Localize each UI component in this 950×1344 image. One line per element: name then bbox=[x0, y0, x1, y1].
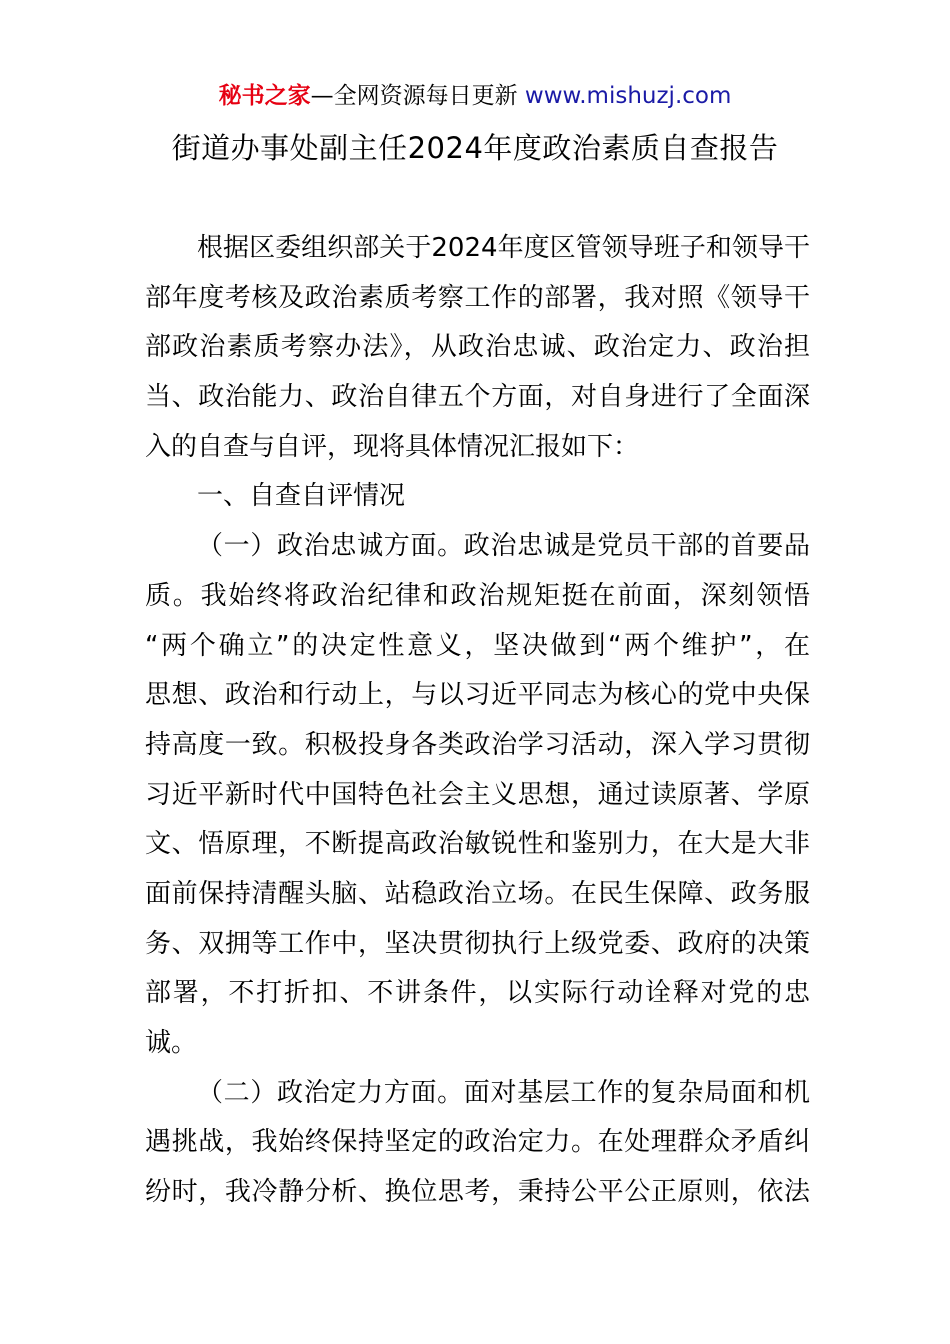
banner-tagline: —全网资源每日更新 bbox=[310, 83, 525, 109]
text-line: 思想、政治和行动上，与以习近平同志为核心的党中央保 bbox=[145, 680, 810, 711]
text-line: 遇挑战，我始终保持坚定的政治定力。在处理群众矛盾纠 bbox=[145, 1127, 810, 1158]
text-line: 务、双拥等工作中，坚决贯彻执行上级党委、政府的决策 bbox=[145, 928, 810, 959]
text-line: 部年度考核及政治素质考察工作的部署，我对照《领导干 bbox=[145, 282, 810, 313]
text-line: 入的自查与自评，现将具体情况汇报如下： bbox=[145, 431, 640, 462]
text-line: 根据区委组织部关于2024年度区管领导班子和领导干 bbox=[197, 233, 810, 263]
text-line: 文、悟原理，不断提高政治敏锐性和鉴别力，在大是大非 bbox=[145, 829, 810, 860]
text-line: 面前保持清醒头脑、站稳政治立场。在民生保障、政务服 bbox=[145, 878, 810, 909]
text-line: 纷时，我冷静分析、换位思考，秉持公平公正原则，依法 bbox=[145, 1177, 810, 1208]
text-line: 当、政治能力、政治自律五个方面，对自身进行了全面深 bbox=[145, 382, 810, 413]
text-line: 部署，不打折扣、不讲条件，以实际行动诠释对党的忠 bbox=[145, 978, 810, 1009]
text-line: （一）政治忠诚方面。政治忠诚是党员干部的首要品 bbox=[197, 531, 810, 562]
text-line: 习近平新时代中国特色社会主义思想，通过读原著、学原 bbox=[145, 779, 810, 810]
brand-name: 秘书之家 bbox=[218, 83, 311, 109]
text-line: 部政治素质考察办法》，从政治忠诚、政治定力、政治担 bbox=[145, 332, 810, 363]
text-line: 质。我始终将政治纪律和政治规矩挺在前面，深刻领悟 bbox=[145, 580, 810, 611]
document-title: 街道办事处副主任2024年度政治素质自查报告 bbox=[171, 131, 779, 165]
text-line: 持高度一致。积极投身各类政治学习活动，深入学习贯彻 bbox=[145, 729, 810, 760]
document-body bbox=[145, 224, 810, 1218]
text-line: （二）政治定力方面。面对基层工作的复杂局面和机 bbox=[197, 1077, 810, 1108]
site-url[interactable]: www.mishuzj.com bbox=[524, 83, 732, 109]
site-banner bbox=[0, 80, 950, 112]
text-line: 一、自查自评情况 bbox=[197, 481, 406, 512]
text-line: “两个确立”的决定性意义，坚决做到“两个维护”，在 bbox=[145, 630, 810, 661]
text-line: 诚。 bbox=[145, 1028, 198, 1058]
